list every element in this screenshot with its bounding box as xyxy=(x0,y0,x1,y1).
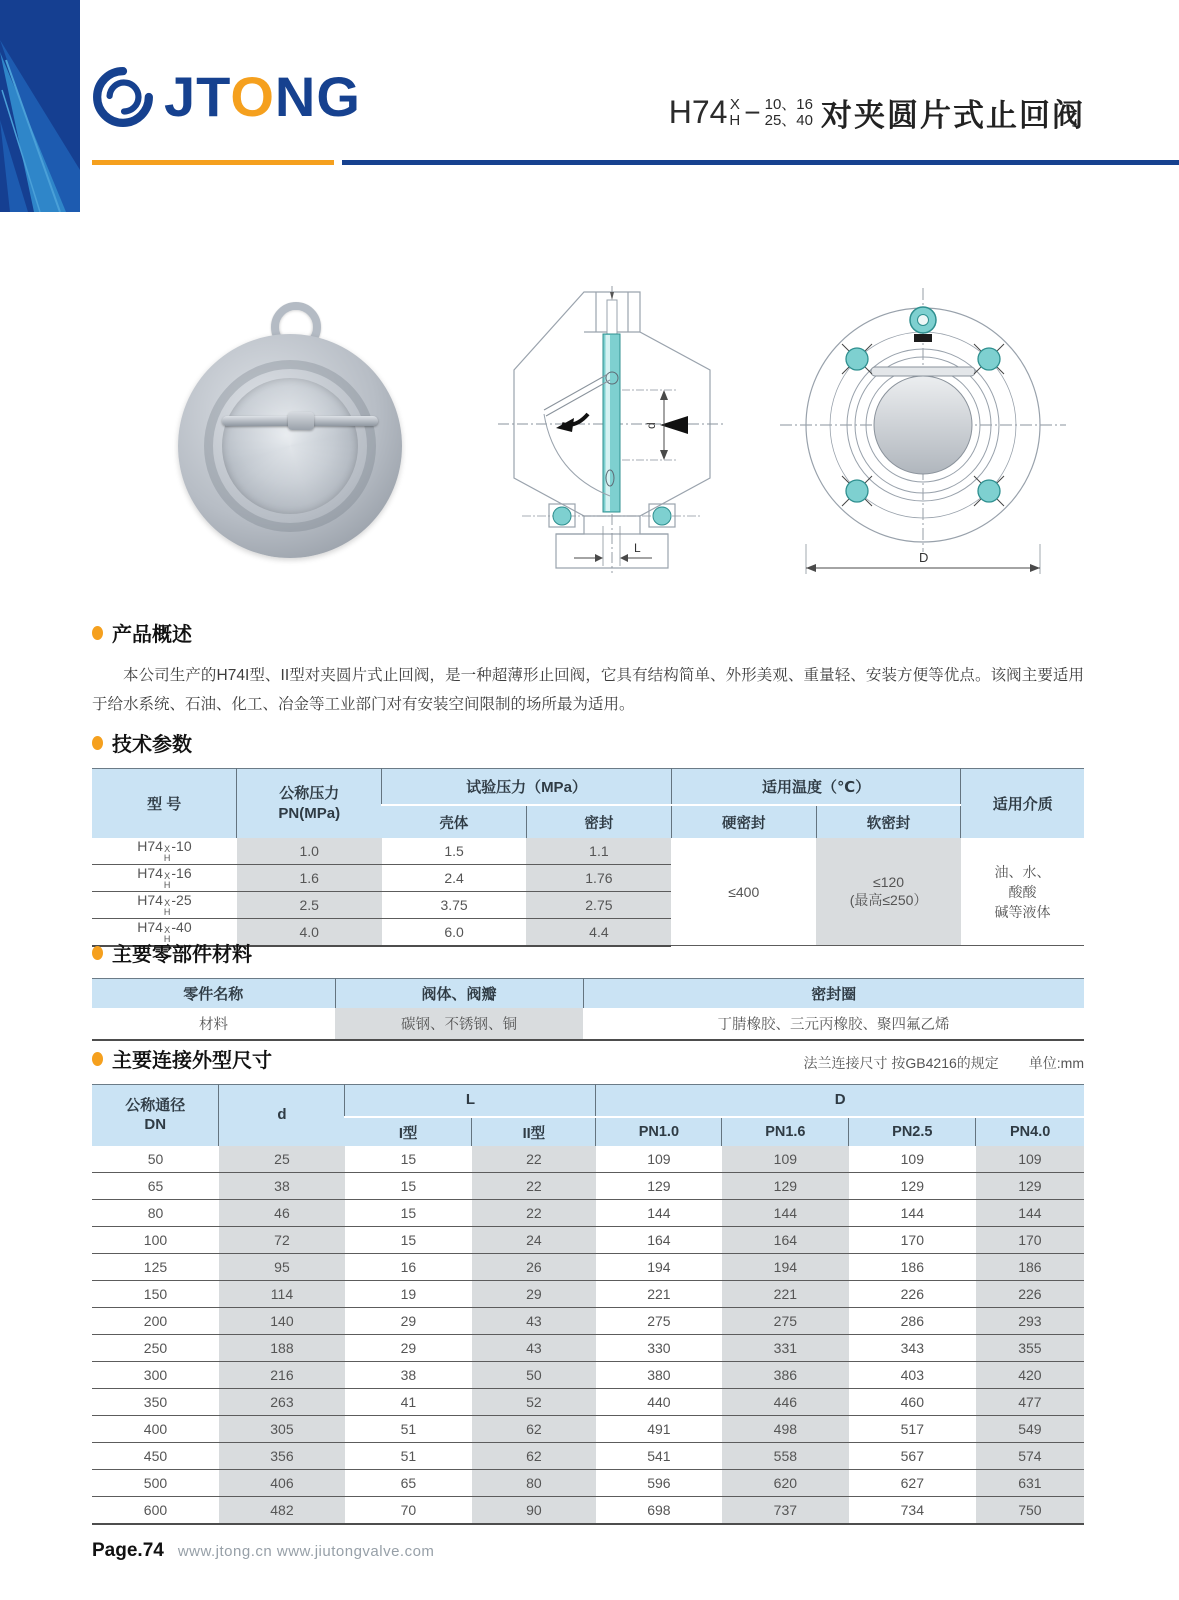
dimension-cell: 194 xyxy=(596,1254,722,1281)
dimension-cell: 100 xyxy=(92,1227,219,1254)
pn-value: 1.6 xyxy=(237,864,382,891)
product-name: 对夹圆片式止回阀 xyxy=(821,98,1085,133)
model-cell: H74 X H -25 xyxy=(92,891,237,918)
material-body-disc: 碳钢、不锈钢、铜 xyxy=(335,1008,583,1040)
dimension-cell: 62 xyxy=(472,1443,596,1470)
dimension-cell: 164 xyxy=(722,1227,849,1254)
dimension-cell: 194 xyxy=(722,1254,849,1281)
dimension-cell: 737 xyxy=(722,1497,849,1525)
dimension-row xyxy=(92,1362,1084,1389)
dimension-cell: 129 xyxy=(722,1173,849,1200)
dimension-cell: 627 xyxy=(849,1470,976,1497)
dimension-cell: 343 xyxy=(849,1335,976,1362)
dimension-cell: 403 xyxy=(849,1362,976,1389)
dimension-cell: 350 xyxy=(92,1389,219,1416)
dimension-cell: 25 xyxy=(219,1146,345,1173)
page-footer xyxy=(92,1540,434,1562)
jtong-logo-icon xyxy=(92,66,154,128)
dimension-row xyxy=(92,1443,1084,1470)
dimension-cell: 600 xyxy=(92,1497,219,1525)
dimension-cell: 356 xyxy=(219,1443,345,1470)
pressure-variant-fraction: 10、16 25、40 xyxy=(764,95,813,129)
dimension-row xyxy=(92,1173,1084,1200)
dimension-cell: 275 xyxy=(596,1308,722,1335)
dimension-cell: 50 xyxy=(92,1146,219,1173)
dimension-cell: 15 xyxy=(345,1146,472,1173)
dimension-cell: 29 xyxy=(345,1308,472,1335)
dimension-row xyxy=(92,1416,1084,1443)
dimension-row xyxy=(92,1254,1084,1281)
dimension-cell: 109 xyxy=(976,1146,1084,1173)
overview-paragraph: 本公司生产的H74I型、II型对夹圆片式止回阀，是一种超薄形止回阀，它具有结构简单、外形美观、重量轻、安装方便等优点。该阀主要适用于给水系统、石油、化工、冶金等工业部门对有安装空间限制的场所最为适用。 xyxy=(92,667,1084,714)
dimension-cell: 186 xyxy=(849,1254,976,1281)
dimension-cell: 420 xyxy=(976,1362,1084,1389)
dimension-cell: 250 xyxy=(92,1335,219,1362)
dimension-cell: 52 xyxy=(472,1389,596,1416)
dimension-cell: 125 xyxy=(92,1254,219,1281)
shell-value: 1.5 xyxy=(382,838,527,864)
footer-urls: www.jtong.cn www.jiutongvalve.com xyxy=(177,1543,435,1560)
valve-photo xyxy=(168,296,412,588)
tech-params-heading xyxy=(92,728,1084,757)
header-rule xyxy=(0,160,1179,166)
overview-heading-text: 产品概述 xyxy=(112,624,192,646)
front-view-drawing xyxy=(772,282,1074,582)
dimension-cell: 221 xyxy=(596,1281,722,1308)
dimension-cell: 446 xyxy=(722,1389,849,1416)
dimension-cell: 50 xyxy=(472,1362,596,1389)
dimension-row xyxy=(92,1227,1084,1254)
dimension-cell: 170 xyxy=(849,1227,976,1254)
dimension-cell: 65 xyxy=(92,1173,219,1200)
dimension-cell: 109 xyxy=(722,1146,849,1173)
dimension-cell: 216 xyxy=(219,1362,345,1389)
dimension-cell: 355 xyxy=(976,1335,1084,1362)
dimensions-table xyxy=(92,1084,1084,1525)
dimension-cell: 286 xyxy=(849,1308,976,1335)
dimension-cell: 140 xyxy=(219,1308,345,1335)
dimension-cell: 129 xyxy=(596,1173,722,1200)
col-header-shell: 壳体 xyxy=(382,805,527,838)
dimension-cell: 46 xyxy=(219,1200,345,1227)
dimension-cell: 331 xyxy=(722,1335,849,1362)
dimension-cell: 24 xyxy=(472,1227,596,1254)
col-header-pn40: PN4.0 xyxy=(976,1117,1084,1146)
col-header-dn: 公称通径 DN xyxy=(92,1085,219,1147)
materials-heading-text: 主要零部件材料 xyxy=(112,944,252,966)
dimension-d-label: d xyxy=(644,422,658,429)
dimension-cell: 750 xyxy=(976,1497,1084,1525)
dimension-D-label: D xyxy=(919,550,929,565)
dimension-cell: 482 xyxy=(219,1497,345,1525)
col-header-type2: II型 xyxy=(472,1117,596,1146)
dimension-cell: 450 xyxy=(92,1443,219,1470)
dimension-cell: 26 xyxy=(472,1254,596,1281)
dimension-cell: 386 xyxy=(722,1362,849,1389)
shell-value: 2.4 xyxy=(382,864,527,891)
dimension-row xyxy=(92,1281,1084,1308)
title-dash: − xyxy=(744,96,761,128)
dimension-cell: 440 xyxy=(596,1389,722,1416)
dimension-cell: 80 xyxy=(472,1470,596,1497)
dimension-cell: 51 xyxy=(345,1443,472,1470)
dimensions-body xyxy=(92,1146,1084,1524)
dimensions-heading-text: 主要连接外型尺寸 xyxy=(112,1050,272,1072)
section-view-drawing xyxy=(492,282,732,577)
shell-value: 3.75 xyxy=(382,891,527,918)
overview-heading xyxy=(92,618,1084,647)
model-variant-fraction: X H xyxy=(729,95,741,129)
dimension-cell: 144 xyxy=(596,1200,722,1227)
col-header-pn: 公称压力 PN(MPa) xyxy=(237,769,382,839)
section-materials xyxy=(92,938,1084,1041)
header-rule-blue xyxy=(342,160,1179,165)
dimension-cell: 109 xyxy=(849,1146,976,1173)
dimension-cell: 16 xyxy=(345,1254,472,1281)
page-number: Page.74 xyxy=(92,1540,164,1561)
model-variant-fraction: X H xyxy=(163,897,171,918)
dimension-cell: 541 xyxy=(596,1443,722,1470)
hinge-hub xyxy=(288,412,314,430)
dimension-cell: 144 xyxy=(849,1200,976,1227)
model-cell: H74 X H -16 xyxy=(92,864,237,891)
dimension-row xyxy=(92,1308,1084,1335)
col-header-pn25: PN2.5 xyxy=(849,1117,976,1146)
tech-params-table xyxy=(92,768,1084,947)
metal-sheen xyxy=(222,378,358,514)
page-title xyxy=(669,90,1085,135)
dimension-cell: 22 xyxy=(472,1200,596,1227)
dimension-cell: 734 xyxy=(849,1497,976,1525)
seal-value: 2.75 xyxy=(526,891,671,918)
pn-value: 1.0 xyxy=(237,838,382,864)
seal-value: 4.4 xyxy=(526,918,671,945)
hard-seal-value: ≤400 xyxy=(671,838,816,946)
dimension-cell: 491 xyxy=(596,1416,722,1443)
dimension-cell: 567 xyxy=(849,1443,976,1470)
tech-params-heading-text: 技术参数 xyxy=(112,734,192,756)
bullet-icon xyxy=(92,736,103,750)
medium-value: 油、水、 酸酸 碱等液体 xyxy=(961,838,1084,946)
dimension-cell: 144 xyxy=(976,1200,1084,1227)
dimension-cell: 558 xyxy=(722,1443,849,1470)
materials-heading xyxy=(92,938,1084,967)
dimension-cell: 549 xyxy=(976,1416,1084,1443)
dimension-row xyxy=(92,1146,1084,1173)
dimension-cell: 29 xyxy=(472,1281,596,1308)
dimension-cell: 574 xyxy=(976,1443,1084,1470)
dimension-cell: 144 xyxy=(722,1200,849,1227)
col-header-hard-seal: 硬密封 xyxy=(671,805,816,838)
dimension-cell: 620 xyxy=(722,1470,849,1497)
dimension-cell: 38 xyxy=(345,1362,472,1389)
shell-value: 6.0 xyxy=(382,918,527,945)
dimension-cell: 65 xyxy=(345,1470,472,1497)
dimension-cell: 15 xyxy=(345,1173,472,1200)
model-variant-fraction: X H xyxy=(163,844,171,864)
logo-orange-o: O xyxy=(230,65,275,128)
material-seal-ring: 丁腈橡胶、三元丙橡胶、聚四氟乙烯 xyxy=(583,1008,1084,1040)
dimension-cell: 70 xyxy=(345,1497,472,1525)
col-header-seal-ring: 密封圈 xyxy=(583,979,1084,1009)
dimension-cell: 43 xyxy=(472,1308,596,1335)
dimension-cell: 200 xyxy=(92,1308,219,1335)
model-code: H74 xyxy=(668,94,728,130)
valve-body-disc xyxy=(178,334,402,558)
dimension-cell: 150 xyxy=(92,1281,219,1308)
dimension-cell: 500 xyxy=(92,1470,219,1497)
dimension-cell: 221 xyxy=(722,1281,849,1308)
dimension-cell: 300 xyxy=(92,1362,219,1389)
dimension-l-label: L xyxy=(634,541,641,555)
section-overview xyxy=(92,618,1084,735)
pn-value: 2.5 xyxy=(237,891,382,918)
section-tech-params xyxy=(92,728,1084,947)
dimension-cell: 80 xyxy=(92,1200,219,1227)
dimension-row xyxy=(92,1389,1084,1416)
dimension-cell: 29 xyxy=(345,1335,472,1362)
corner-decoration xyxy=(0,0,80,212)
col-header-model: 型 号 xyxy=(92,769,237,839)
dimension-cell: 330 xyxy=(596,1335,722,1362)
bullet-icon xyxy=(92,946,103,960)
col-header-pn10: PN1.0 xyxy=(596,1117,722,1146)
dimension-cell: 114 xyxy=(219,1281,345,1308)
dimension-cell: 631 xyxy=(976,1470,1084,1497)
col-header-type1: I型 xyxy=(345,1117,472,1146)
pn-value: 4.0 xyxy=(237,918,382,945)
dimension-cell: 164 xyxy=(596,1227,722,1254)
materials-table xyxy=(92,978,1084,1041)
dimension-cell: 188 xyxy=(219,1335,345,1362)
dimension-row xyxy=(92,1497,1084,1525)
bullet-icon xyxy=(92,1052,103,1066)
dimension-cell: 129 xyxy=(976,1173,1084,1200)
dimension-cell: 22 xyxy=(472,1146,596,1173)
dimension-row xyxy=(92,1200,1084,1227)
dimension-cell: 186 xyxy=(976,1254,1084,1281)
dimension-cell: 109 xyxy=(596,1146,722,1173)
dimension-cell: 62 xyxy=(472,1416,596,1443)
dimension-row xyxy=(92,1470,1084,1497)
dimension-cell: 41 xyxy=(345,1389,472,1416)
dimension-cell: 477 xyxy=(976,1389,1084,1416)
soft-seal-value: ≤120 (最高≤250） xyxy=(816,838,961,946)
col-header-d: d xyxy=(219,1085,345,1147)
brand-name: JTONG xyxy=(164,65,361,128)
dimension-cell: 406 xyxy=(219,1470,345,1497)
col-header-soft-seal: 软密封 xyxy=(816,805,961,838)
dimension-cell: 498 xyxy=(722,1416,849,1443)
col-header-temperature: 适用温度（℃） xyxy=(671,769,961,806)
dimension-cell: 90 xyxy=(472,1497,596,1525)
tech-params-body xyxy=(92,838,1084,946)
dimension-cell: 226 xyxy=(976,1281,1084,1308)
tech-param-row xyxy=(92,838,1084,864)
col-header-test-pressure: 试验压力（MPa） xyxy=(382,769,672,806)
brand-logo xyxy=(92,66,361,128)
dimension-cell: 129 xyxy=(849,1173,976,1200)
materials-row xyxy=(92,1008,1084,1040)
col-header-medium: 适用介质 xyxy=(961,769,1084,839)
dimension-cell: 170 xyxy=(976,1227,1084,1254)
col-header-L: L xyxy=(345,1085,596,1118)
dimension-cell: 293 xyxy=(976,1308,1084,1335)
dimension-cell: 38 xyxy=(219,1173,345,1200)
section-dimensions xyxy=(92,1044,1084,1525)
dimension-cell: 698 xyxy=(596,1497,722,1525)
dimension-cell: 305 xyxy=(219,1416,345,1443)
col-header-D: D xyxy=(596,1085,1084,1118)
dimension-cell: 400 xyxy=(92,1416,219,1443)
flange-standard-note: 法兰连接尺寸 按GB4216的规定 xyxy=(803,1055,999,1071)
dimension-row xyxy=(92,1335,1084,1362)
material-label: 材料 xyxy=(92,1008,335,1040)
dimension-cell: 22 xyxy=(472,1173,596,1200)
dimension-cell: 51 xyxy=(345,1416,472,1443)
model-cell: H74 X H -10 xyxy=(92,838,237,864)
col-header-pn16: PN1.6 xyxy=(722,1117,849,1146)
dimension-cell: 596 xyxy=(596,1470,722,1497)
model-variant-fraction: X H xyxy=(163,870,171,891)
dimension-cell: 15 xyxy=(345,1200,472,1227)
seal-value: 1.76 xyxy=(526,864,671,891)
dimensions-heading xyxy=(92,1044,272,1073)
dimension-cell: 72 xyxy=(219,1227,345,1254)
dimension-cell: 460 xyxy=(849,1389,976,1416)
dimension-cell: 517 xyxy=(849,1416,976,1443)
model-cell: H74 X H -40 xyxy=(92,918,237,945)
bullet-icon xyxy=(92,626,103,640)
dimension-cell: 275 xyxy=(722,1308,849,1335)
model-variant-fraction: X H xyxy=(163,924,171,945)
dimension-cell: 19 xyxy=(345,1281,472,1308)
dimension-cell: 263 xyxy=(219,1389,345,1416)
dimension-cell: 226 xyxy=(849,1281,976,1308)
col-header-body-disc: 阀体、阀瓣 xyxy=(335,979,583,1009)
header-rule-orange xyxy=(92,160,334,165)
col-header-seal: 密封 xyxy=(526,805,671,838)
unit-note: 单位:mm xyxy=(1028,1055,1084,1071)
dimension-cell: 15 xyxy=(345,1227,472,1254)
dimension-cell: 380 xyxy=(596,1362,722,1389)
col-header-part-name: 零件名称 xyxy=(92,979,335,1009)
dimension-cell: 43 xyxy=(472,1335,596,1362)
seal-value: 1.1 xyxy=(526,838,671,864)
dimension-cell: 95 xyxy=(219,1254,345,1281)
